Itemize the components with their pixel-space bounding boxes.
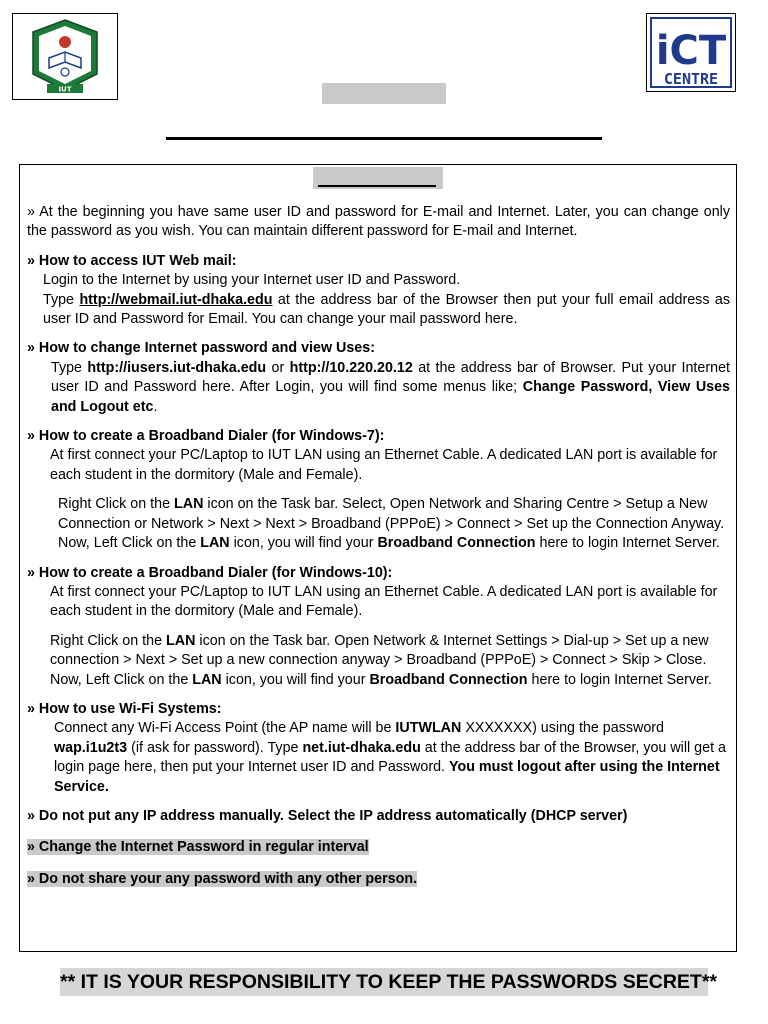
win7-step-b: icon on the Task bar. Select, Open Network and Sharing Centre > Setup a New Connection or Network > Next > Next > Broadband (PPPoE) > Connect > Set up the Connection Anyway. Now, Left Click on the <box>58 496 725 552</box>
iusers-url[interactable]: http://iusers.iut-dhaka.edu <box>87 359 267 376</box>
win10-step-b: icon on the Task bar. Open Network & Internet Settings > Dial-up > Set up a new connection > Next > Set up a new connection anyway > Broadband (PPPoE) > Connect > Skip > Close. Now, Left Click on the <box>50 632 709 688</box>
win7-step-a: Right Click on the <box>58 496 175 513</box>
win10-step-a: Right Click on the <box>50 632 167 649</box>
note-change-password: » Change the Internet Password in regular interval <box>27 839 369 856</box>
win7-step-d: here to login Internet Server. <box>535 535 720 552</box>
iut-banner-text: IUT <box>58 85 72 94</box>
cp-or: or <box>266 359 290 376</box>
footer-warning: ** IT IS YOUR RESPONSIBILITY TO KEEP THE PASSWORDS SECRET** <box>60 968 708 996</box>
intro-text: » At the beginning you have same user ID and password for E-mail and Internet. Later, you can change only the password as you wish. You can maintain different password for E-mail and Internet. <box>27 204 730 240</box>
win7-connect-text: At first connect your PC/Laptop to IUT LAN using an Ethernet Cable. A dedicated LAN port is available for each student in the dormitory (Male and Female). <box>50 447 718 483</box>
ict-centre-logo <box>647 14 735 91</box>
change-password-heading: » How to change Internet password and view Uses: <box>27 340 375 357</box>
wifi-step-b: XXXXXXX) using the password <box>461 720 664 737</box>
note-do-not-share: » Do not share your any password with any other person. <box>27 870 418 887</box>
change-password-text <box>27 359 730 417</box>
wifi-step-c: (if ask for password). Type <box>127 739 303 756</box>
webmail-instructions: at the address bar of the Browser then put your full email address as user ID and Password for Email. You can change your mail password here. <box>43 291 730 328</box>
title-redacted-bar <box>322 83 446 104</box>
win10-heading: » How to create a Broadband Dialer (for Windows-10): <box>27 564 393 581</box>
cp-menus: Change Password, View Uses and Logout etc <box>51 379 730 415</box>
ict-logo-text: iCT <box>655 28 727 74</box>
wifi-login-url[interactable]: net.iut-dhaka.edu <box>302 739 421 756</box>
win7-heading: » How to create a Broadband Dialer (for Windows-7): <box>27 428 385 445</box>
win10-connect-text: At first connect your PC/Laptop to IUT LAN using an Ethernet Cable. A dedicated LAN port is available for each student in the dormitory (Male and Female). <box>50 583 718 620</box>
wifi-step-a: Connect any Wi-Fi Access Point (the AP name will be <box>54 720 396 737</box>
title-underline <box>166 137 602 140</box>
iut-logo <box>13 14 117 99</box>
section-heading-underline <box>318 185 436 187</box>
wifi-logout-note: You must logout after using the Internet Service. <box>54 759 720 795</box>
win10-broadband: Broadband Connection <box>369 671 528 688</box>
wifi-step-d: at the address bar of the Browser, you will get a login page here, then put your Internet user ID and Password. <box>54 739 726 776</box>
ict-centre-text: CENTRE <box>663 70 719 88</box>
wifi-heading: » How to use Wi-Fi Systems: <box>27 700 222 717</box>
wifi-ap-name: IUTWLAN <box>395 720 462 737</box>
ip-url[interactable]: http://10.220.20.12 <box>289 359 413 376</box>
win7-lan-2: LAN <box>200 535 230 552</box>
wifi-text <box>27 719 730 797</box>
ict-logo-frame <box>646 13 736 92</box>
wifi-password: wap.i1u2t3 <box>54 739 128 756</box>
instructions-content <box>27 203 730 889</box>
webmail-type-label: Type <box>43 291 80 308</box>
webmail-link[interactable]: http://webmail.iut-dhaka.edu <box>79 291 273 308</box>
win7-steps <box>27 495 730 553</box>
cp-instructions: at the address bar of Browser. Put your Internet user ID and Password here. After Login, you will find some menus like; <box>51 359 730 396</box>
win10-steps <box>27 632 730 690</box>
win7-step-c: icon, you will find your <box>229 535 378 552</box>
webmail-heading: » How to access IUT Web mail: <box>27 252 237 269</box>
win7-lan-1: LAN <box>174 496 204 513</box>
win10-lan-2: LAN <box>192 671 222 688</box>
webmail-line2 <box>27 291 730 330</box>
win7-broadband: Broadband Connection <box>377 535 536 552</box>
win10-step-d: here to login Internet Server. <box>527 671 712 688</box>
note-dhcp: » Do not put any IP address manually. Select the IP address automatically (DHCP server) <box>27 807 628 824</box>
webmail-line1: Login to the Internet by using your Internet user ID and Password. <box>43 272 461 289</box>
win10-step-c: icon, you will find your <box>221 671 370 688</box>
cp-type-label: Type <box>51 359 88 376</box>
cp-end: . <box>153 398 158 415</box>
intro-paragraph <box>27 203 730 242</box>
win10-lan-1: LAN <box>166 632 196 649</box>
iut-logo-frame <box>12 13 118 100</box>
